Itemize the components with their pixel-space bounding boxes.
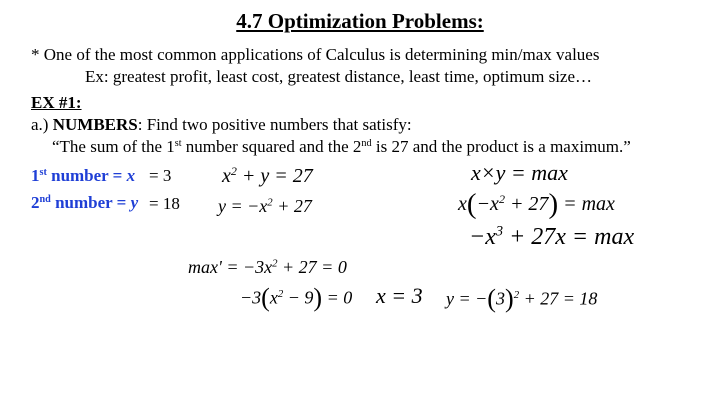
quote-part-1: “The sum of the 1 xyxy=(52,137,175,156)
expand-negx: −x xyxy=(469,224,496,250)
sub-max: = max xyxy=(558,193,615,216)
intro-text: * One of the most common applications of Calculus is determining min/max values xyxy=(31,45,600,64)
factor-coef: −3 xyxy=(240,287,262,308)
first-number-definition xyxy=(31,166,135,186)
second-number-var: y xyxy=(130,193,139,212)
second-number-ordinal: 2 xyxy=(31,193,40,212)
solve-for-y-equation xyxy=(218,196,312,217)
product-equation: x×y = max xyxy=(471,160,568,185)
quote-part-2: number squared and the 2 xyxy=(181,137,362,156)
page-title: 4.7 Optimization Problems: xyxy=(236,9,484,33)
expanded-product-equation xyxy=(469,224,634,251)
substituted-product-equation: $x(-x^2 + 27) = \max$ xyxy=(458,188,615,220)
first-number-ordinal: 1 xyxy=(31,166,40,185)
solve-y-left: y = −x xyxy=(218,196,268,216)
first-number-label: number = xyxy=(46,166,127,185)
quote-part-3: is 27 and the product is a maximum.” xyxy=(371,137,631,156)
sub-x: x xyxy=(458,193,467,216)
factored-equation: $-3(x^2 - 9) = 0$ xyxy=(240,283,353,312)
second-number-label: number = xyxy=(50,193,131,212)
constraint-rest: + y = 27 xyxy=(236,165,313,187)
ysol-3: 3 xyxy=(496,288,505,309)
factor-eq0: = 0 xyxy=(322,287,353,308)
first-number-sup: st xyxy=(39,166,47,178)
sub-plus27: + 27 xyxy=(504,193,549,216)
deriv-exp: 2 xyxy=(272,257,278,270)
x-solution: x = 3 xyxy=(376,283,423,308)
ysol-exp: 2 xyxy=(513,288,520,301)
solve-y-exp: 2 xyxy=(267,196,273,209)
part-a-prefix: a.) xyxy=(31,115,53,134)
problem-quote xyxy=(52,137,631,157)
expand-exp: 3 xyxy=(495,223,504,240)
examples-line: Ex: greatest profit, least cost, greatest distance, least time, optimum size… xyxy=(85,67,593,86)
factor-exp: 2 xyxy=(277,287,284,300)
first-number-value: = 3 xyxy=(149,166,172,185)
derivative-equation xyxy=(188,257,347,278)
part-a-label: NUMBERS xyxy=(52,115,138,134)
factor-minus9: − 9 xyxy=(283,287,314,308)
ysol-rest: + 27 = 18 xyxy=(519,288,598,309)
sub-negx: −x xyxy=(476,193,499,216)
quote-sup-1: st xyxy=(174,137,182,149)
part-a-instruction: : Find two positive numbers that satisfy: xyxy=(137,115,412,134)
quote-sup-2: nd xyxy=(361,137,372,149)
ysol-left: y = − xyxy=(446,288,488,309)
factor-x: x xyxy=(269,287,278,308)
second-number-value: = 18 xyxy=(149,194,180,213)
expand-rest: + 27x = max xyxy=(503,224,635,250)
second-number-sup: nd xyxy=(39,193,51,205)
sub-exp: 2 xyxy=(498,191,505,206)
example-heading: EX #1: xyxy=(31,93,82,112)
constraint-equation xyxy=(222,165,313,188)
deriv-left: max' = −3x xyxy=(188,257,273,277)
second-number-definition xyxy=(31,193,138,213)
part-a-line xyxy=(31,115,412,135)
solve-y-rest: + 27 xyxy=(272,196,312,216)
first-number-var: x xyxy=(126,166,136,185)
deriv-rest: + 27 = 0 xyxy=(277,257,347,277)
constraint-exp: 2 xyxy=(230,163,237,178)
y-solution: $y = -(3)^2 + 27 = 18$ xyxy=(446,284,598,313)
constraint-x: x xyxy=(222,165,231,187)
